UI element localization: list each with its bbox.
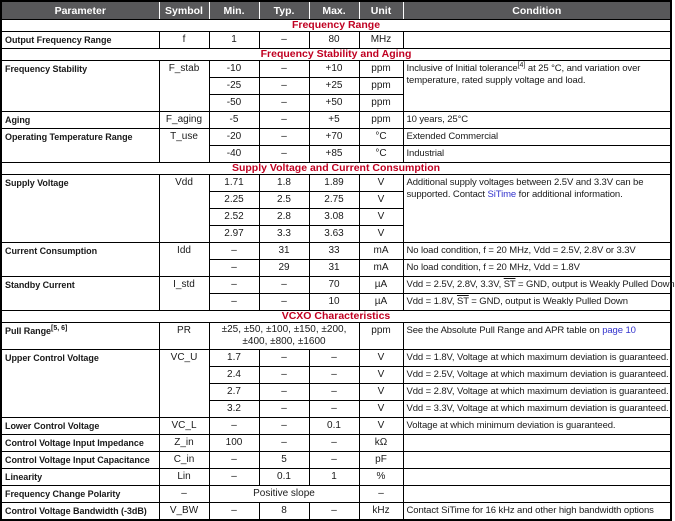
unit-cell: mA — [359, 243, 403, 260]
condition-cell — [403, 486, 671, 503]
typ-cell: – — [259, 277, 309, 294]
max-cell: 3.63 — [309, 226, 359, 243]
condition-text: See the Absolute Pull Range and APR table on — [406, 325, 603, 336]
unit-cell: ppm — [359, 61, 403, 78]
max-cell: 1 — [309, 469, 359, 486]
pull-range-values-cell: ±25, ±50, ±100, ±150, ±200, ±400, ±800, ±1600 — [209, 323, 359, 350]
spec-row-output-frequency-range — [1, 32, 671, 49]
unit-cell: µA — [359, 294, 403, 311]
overline-st-signal: $\overline{ST}$ — [456, 296, 469, 307]
param-cell: Aging — [1, 112, 159, 129]
spec-row-frequency-stability — [1, 61, 671, 78]
condition-cell: No load condition, f = 20 MHz, Vdd = 1.8V — [403, 260, 671, 277]
condition-text: for additional information. — [516, 189, 623, 200]
unit-cell: V — [359, 367, 403, 384]
max-cell: 10 — [309, 294, 359, 311]
unit-cell: V — [359, 418, 403, 435]
max-cell: 31 — [309, 260, 359, 277]
param-cell: Supply Voltage — [1, 175, 159, 243]
section-row-frequency-stability — [1, 49, 671, 61]
max-cell: 3.08 — [309, 209, 359, 226]
unit-cell: V — [359, 350, 403, 367]
min-cell: 2.25 — [209, 192, 259, 209]
column-header-min: Min. — [209, 1, 259, 20]
typ-cell: 8 — [259, 503, 309, 521]
unit-cell: mA — [359, 260, 403, 277]
typ-cell: – — [259, 384, 309, 401]
param-cell: Output Frequency Range — [1, 32, 159, 49]
typ-cell: – — [259, 294, 309, 311]
condition-text: Additional supply voltages between 2.5V and 3.3V can be supported. Contact — [406, 177, 644, 200]
unit-cell: V — [359, 401, 403, 418]
spec-row-current-consumption — [1, 243, 671, 260]
typ-cell: 3.3 — [259, 226, 309, 243]
unit-cell: ppm — [359, 78, 403, 95]
symbol-cell: – — [159, 486, 209, 503]
min-cell: -50 — [209, 95, 259, 112]
symbol-cell: Lin — [159, 469, 209, 486]
spec-row-operating-temperature — [1, 129, 671, 146]
param-cell: Control Voltage Bandwidth (-3dB) — [1, 503, 159, 521]
condition-cell: Voltage at which minimum deviation is guaranteed. — [403, 418, 671, 435]
section-row-supply-voltage — [1, 163, 671, 175]
min-cell: – — [209, 277, 259, 294]
max-cell: – — [309, 503, 359, 521]
param-cell: Operating Temperature Range — [1, 129, 159, 163]
max-cell: +85 — [309, 146, 359, 163]
min-cell: – — [209, 469, 259, 486]
param-cell — [1, 323, 159, 350]
unit-cell: MHz — [359, 32, 403, 49]
symbol-cell: VC_L — [159, 418, 209, 435]
condition-text: = GND, output is Weakly Pulled Down — [468, 296, 628, 307]
min-cell: – — [209, 452, 259, 469]
param-cell: Linearity — [1, 469, 159, 486]
typ-cell: – — [259, 112, 309, 129]
min-cell: -25 — [209, 78, 259, 95]
unit-cell: kHz — [359, 503, 403, 521]
symbol-cell: I_std — [159, 277, 209, 311]
unit-cell: % — [359, 469, 403, 486]
footnote-ref: [5, 6] — [51, 325, 68, 332]
unit-cell: V — [359, 384, 403, 401]
typ-cell: 0.1 — [259, 469, 309, 486]
typ-cell: 31 — [259, 243, 309, 260]
unit-cell: ppm — [359, 112, 403, 129]
param-text: Pull Range — [5, 326, 52, 336]
spec-row-standby-current — [1, 277, 671, 294]
min-cell: -40 — [209, 146, 259, 163]
min-cell: -20 — [209, 129, 259, 146]
param-cell: Upper Control Voltage — [1, 350, 159, 418]
param-cell: Standby Current — [1, 277, 159, 311]
spec-row-input-impedance — [1, 435, 671, 452]
max-cell: 80 — [309, 32, 359, 49]
column-header-parameter: Parameter — [1, 1, 159, 20]
min-cell: 100 — [209, 435, 259, 452]
spec-row-upper-control-voltage — [1, 350, 671, 367]
symbol-cell: PR — [159, 323, 209, 350]
min-cell: 2.7 — [209, 384, 259, 401]
max-cell: – — [309, 384, 359, 401]
min-cell: – — [209, 418, 259, 435]
unit-cell: °C — [359, 146, 403, 163]
typ-cell: – — [259, 61, 309, 78]
polarity-value-cell: Positive slope — [209, 486, 359, 503]
condition-text: Vdd = 2.5V, 2.8V, 3.3V, — [406, 279, 504, 290]
typ-cell: – — [259, 129, 309, 146]
min-cell: 1.71 — [209, 175, 259, 192]
spec-row-aging — [1, 112, 671, 129]
max-cell: 2.75 — [309, 192, 359, 209]
symbol-cell: F_aging — [159, 112, 209, 129]
typ-cell: 5 — [259, 452, 309, 469]
typ-cell: 2.5 — [259, 192, 309, 209]
param-cell: Frequency Change Polarity — [1, 486, 159, 503]
min-cell: 1.7 — [209, 350, 259, 367]
symbol-cell: f — [159, 32, 209, 49]
unit-cell: V — [359, 209, 403, 226]
section-row-vcxo-characteristics — [1, 311, 671, 323]
section-title-frequency-stability: Frequency Stability and Aging — [1, 49, 671, 61]
unit-cell: V — [359, 175, 403, 192]
condition-cell — [403, 277, 675, 294]
condition-cell: Vdd = 3.3V, Voltage at which maximum deviation is guaranteed. — [403, 401, 671, 418]
unit-cell: ppm — [359, 95, 403, 112]
unit-cell: ppm — [359, 323, 403, 350]
spec-row-linearity — [1, 469, 671, 486]
max-cell: +25 — [309, 78, 359, 95]
max-cell: +5 — [309, 112, 359, 129]
symbol-cell: Idd — [159, 243, 209, 277]
max-cell: – — [309, 401, 359, 418]
section-title-vcxo-characteristics: VCXO Characteristics — [1, 311, 671, 323]
symbol-cell: F_stab — [159, 61, 209, 112]
condition-cell — [403, 61, 671, 112]
min-cell: -10 — [209, 61, 259, 78]
symbol-cell: VC_U — [159, 350, 209, 418]
condition-cell: Industrial — [403, 146, 671, 163]
typ-cell: – — [259, 418, 309, 435]
column-header-max: Max. — [309, 1, 359, 20]
condition-text: at 25 °C, and variation over temperature, rated supply voltage and load. — [406, 63, 641, 86]
symbol-cell: Z_in — [159, 435, 209, 452]
condition-text: Vdd = 1.8V, — [406, 296, 457, 307]
symbol-cell: V_BW — [159, 503, 209, 521]
symbol-cell: T_use — [159, 129, 209, 163]
condition-text: Inclusive of Initial tolerance — [406, 63, 518, 74]
min-cell: 2.52 — [209, 209, 259, 226]
condition-cell — [403, 32, 671, 49]
condition-cell — [403, 452, 671, 469]
column-header-symbol: Symbol — [159, 1, 209, 20]
condition-cell — [403, 435, 671, 452]
spec-row-supply-voltage — [1, 175, 671, 192]
unit-cell: µA — [359, 277, 403, 294]
min-cell: – — [209, 243, 259, 260]
column-header-typ: Typ. — [259, 1, 309, 20]
condition-cell: No load condition, f = 20 MHz, Vdd = 2.5V, 2.8V or 3.3V — [403, 243, 671, 260]
max-cell: – — [309, 435, 359, 452]
min-cell: 2.4 — [209, 367, 259, 384]
condition-cell: Vdd = 2.5V, Voltage at which maximum deviation is guaranteed. — [403, 367, 671, 384]
min-cell: 3.2 — [209, 401, 259, 418]
typ-cell: 1.8 — [259, 175, 309, 192]
param-cell: Frequency Stability — [1, 61, 159, 112]
section-title-supply-voltage: Supply Voltage and Current Consumption — [1, 163, 671, 175]
max-cell: 1.89 — [309, 175, 359, 192]
param-cell: Current Consumption — [1, 243, 159, 277]
unit-cell: pF — [359, 452, 403, 469]
sitime-link[interactable]: SiTime — [487, 189, 517, 200]
condition-cell — [403, 469, 671, 486]
typ-cell: 29 — [259, 260, 309, 277]
spec-row-lower-control-voltage — [1, 418, 671, 435]
condition-cell: Contact SiTime for 16 kHz and other high bandwidth options — [403, 503, 671, 521]
condition-cell: Vdd = 1.8V, Voltage at which maximum deviation is guaranteed. — [403, 350, 671, 367]
spec-row-input-capacitance — [1, 452, 671, 469]
typ-cell: – — [259, 32, 309, 49]
unit-cell: kΩ — [359, 435, 403, 452]
typ-cell: – — [259, 78, 309, 95]
typ-cell: – — [259, 95, 309, 112]
max-cell: +50 — [309, 95, 359, 112]
typ-cell: – — [259, 401, 309, 418]
symbol-cell: Vdd — [159, 175, 209, 243]
max-cell: 33 — [309, 243, 359, 260]
unit-cell: – — [359, 486, 403, 503]
condition-cell: 10 years, 25°C — [403, 112, 671, 129]
max-cell: – — [309, 367, 359, 384]
max-cell: 0.1 — [309, 418, 359, 435]
condition-cell: Vdd = 2.8V, Voltage at which maximum deviation is guaranteed. — [403, 384, 671, 401]
section-row-frequency-range — [1, 20, 671, 32]
typ-cell: – — [259, 435, 309, 452]
symbol-cell: C_in — [159, 452, 209, 469]
condition-text: = GND, output is Weakly Pulled Down — [515, 279, 675, 290]
overline-st-signal: $\overline{ST}$ — [503, 279, 516, 290]
min-cell: – — [209, 294, 259, 311]
typ-cell: – — [259, 146, 309, 163]
max-cell: +70 — [309, 129, 359, 146]
column-header-condition: Condition — [403, 1, 671, 20]
typ-cell: – — [259, 367, 309, 384]
page-10-link[interactable]: page 10 — [602, 325, 636, 336]
unit-cell: °C — [359, 129, 403, 146]
spec-row-pull-range — [1, 323, 671, 350]
condition-cell: Extended Commercial — [403, 129, 671, 146]
min-cell: – — [209, 503, 259, 521]
condition-cell — [403, 323, 671, 350]
spec-row-frequency-change-polarity — [1, 486, 671, 503]
condition-cell — [403, 175, 671, 243]
max-cell: 70 — [309, 277, 359, 294]
max-cell: +10 — [309, 61, 359, 78]
spec-row-control-voltage-bandwidth — [1, 503, 671, 521]
max-cell: – — [309, 452, 359, 469]
unit-cell: V — [359, 226, 403, 243]
typ-cell: – — [259, 350, 309, 367]
section-title-frequency-range: Frequency Range — [1, 20, 671, 32]
header-row — [1, 1, 671, 20]
min-cell: 1 — [209, 32, 259, 49]
column-header-unit: Unit — [359, 1, 403, 20]
min-cell: 2.97 — [209, 226, 259, 243]
min-cell: -5 — [209, 112, 259, 129]
unit-cell: V — [359, 192, 403, 209]
param-cell: Control Voltage Input Capacitance — [1, 452, 159, 469]
param-cell: Control Voltage Input Impedance — [1, 435, 159, 452]
condition-cell — [403, 294, 671, 311]
param-cell: Lower Control Voltage — [1, 418, 159, 435]
min-cell: – — [209, 260, 259, 277]
footnote-ref: [4] — [517, 61, 526, 69]
max-cell: – — [309, 350, 359, 367]
typ-cell: 2.8 — [259, 209, 309, 226]
